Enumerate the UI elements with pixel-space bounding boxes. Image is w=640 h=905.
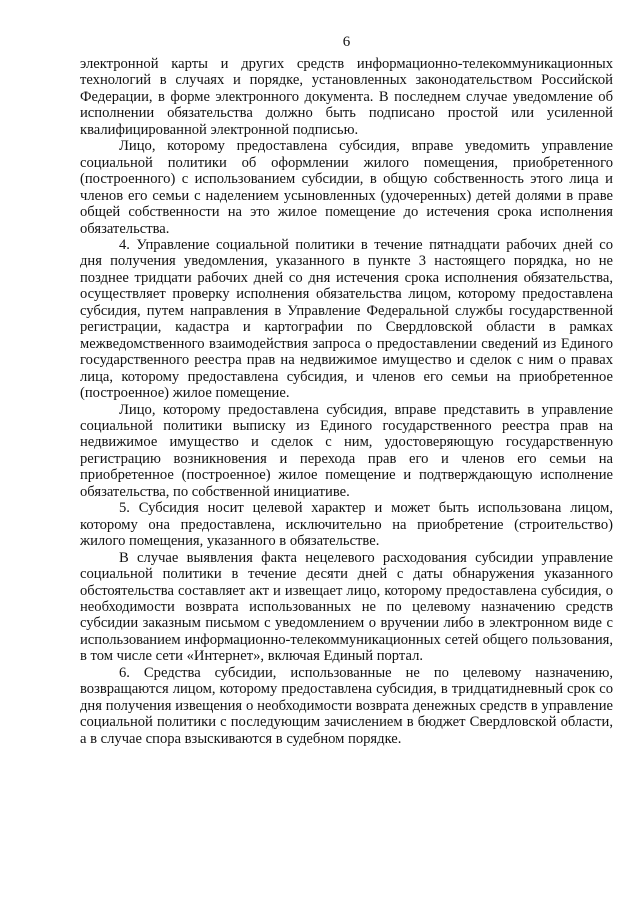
paragraph-item-5-targeted-use: 5. Субсидия носит целевой характер и может быть использована лицом, которому она предоставлена, исключительно на приобретение (строительство) жилого помещения, указанного в обязательстве. [80,500,613,550]
paragraph-misuse-detection: В случае выявления факта нецелевого расходования субсидии управление социальной политики в течение десяти дней с даты обнаружения указанного обстоятельства составляет акт и извещает лицо, которому предоставлена субсидия, о необходимости возврата использованных не по целевому назначению средств субсидии заказным письмом с уведомлением о вручении либо в электронном виде с использованием информационно-телекоммуникационных сетей общего пользования, в том числе сети «Интернет», включая Единый портал. [80,549,613,665]
document-body [80,56,613,747]
paragraph-notify-ownership: Лицо, которому предоставлена субсидия, вправе уведомить управление социальной политики об оформлении жилого помещения, приобретенного (построенного) с использованием субсидии, в общую собственность этого лица и членов его семьи с наделением усыновленных (удочеренных) детей долями в праве общей собственности на это жилое помещение до истечения срока исполнения обязательства. [80,138,613,237]
document-page [80,34,613,747]
page-number: 6 [342,34,351,50]
paragraph-item-4-verification: 4. Управление социальной политики в течение пятнадцати рабочих дней со дня получения уведомления, указанного в пункте 3 настоящего порядка, но не позднее тридцати рабочих дней со дня истечения срока исполнения обязательства, осуществляет проверку исполнения обязательства лицом, которому предоставлена субсидия, путем направления в Управление Федеральной службы государственной регистрации, кадастра и картографии по Свердловской области в рамках межведомственного взаимодействия запроса о предоставлении сведений из Единого государственного реестра прав на недвижимое имущество и сделок с ним о правах лица, которому предоставлена субсидия, и членов его семьи на приобретенное (построенное) жилое помещение. [80,236,613,402]
paragraph-electronic-document: электронной карты и других средств информационно-телекоммуникационных технологий в случаях и порядке, установленных законодательством Российской Федерации, в форме электронного документа. В последнем случае уведомление об исполнении обязательства должно быть подписано простой или усиленной квалифицированной электронной подписью. [80,56,613,138]
paragraph-registry-extract: Лицо, которому предоставлена субсидия, вправе представить в управление социальной политики выписку из Единого государственного реестра прав на недвижимое имущество и сделок с ним, удостоверяющую государственную регистрацию возникновения и перехода прав его и членов его семьи на приобретенное (построенное) жилое помещение и подтверждающую исполнение обязательства, по собственной инициативе. [80,401,613,500]
paragraph-item-6-refund: 6. Средства субсидии, использованные не по целевому назначению, возвращаются лицом, которому предоставлена субсидия, в тридцатидневный срок со дня получения извещения о необходимости возврата денежных средств в управление социальной политики с последующим зачислением в бюджет Свердловской области, а в случае спора взыскиваются в судебном порядке. [80,664,613,747]
